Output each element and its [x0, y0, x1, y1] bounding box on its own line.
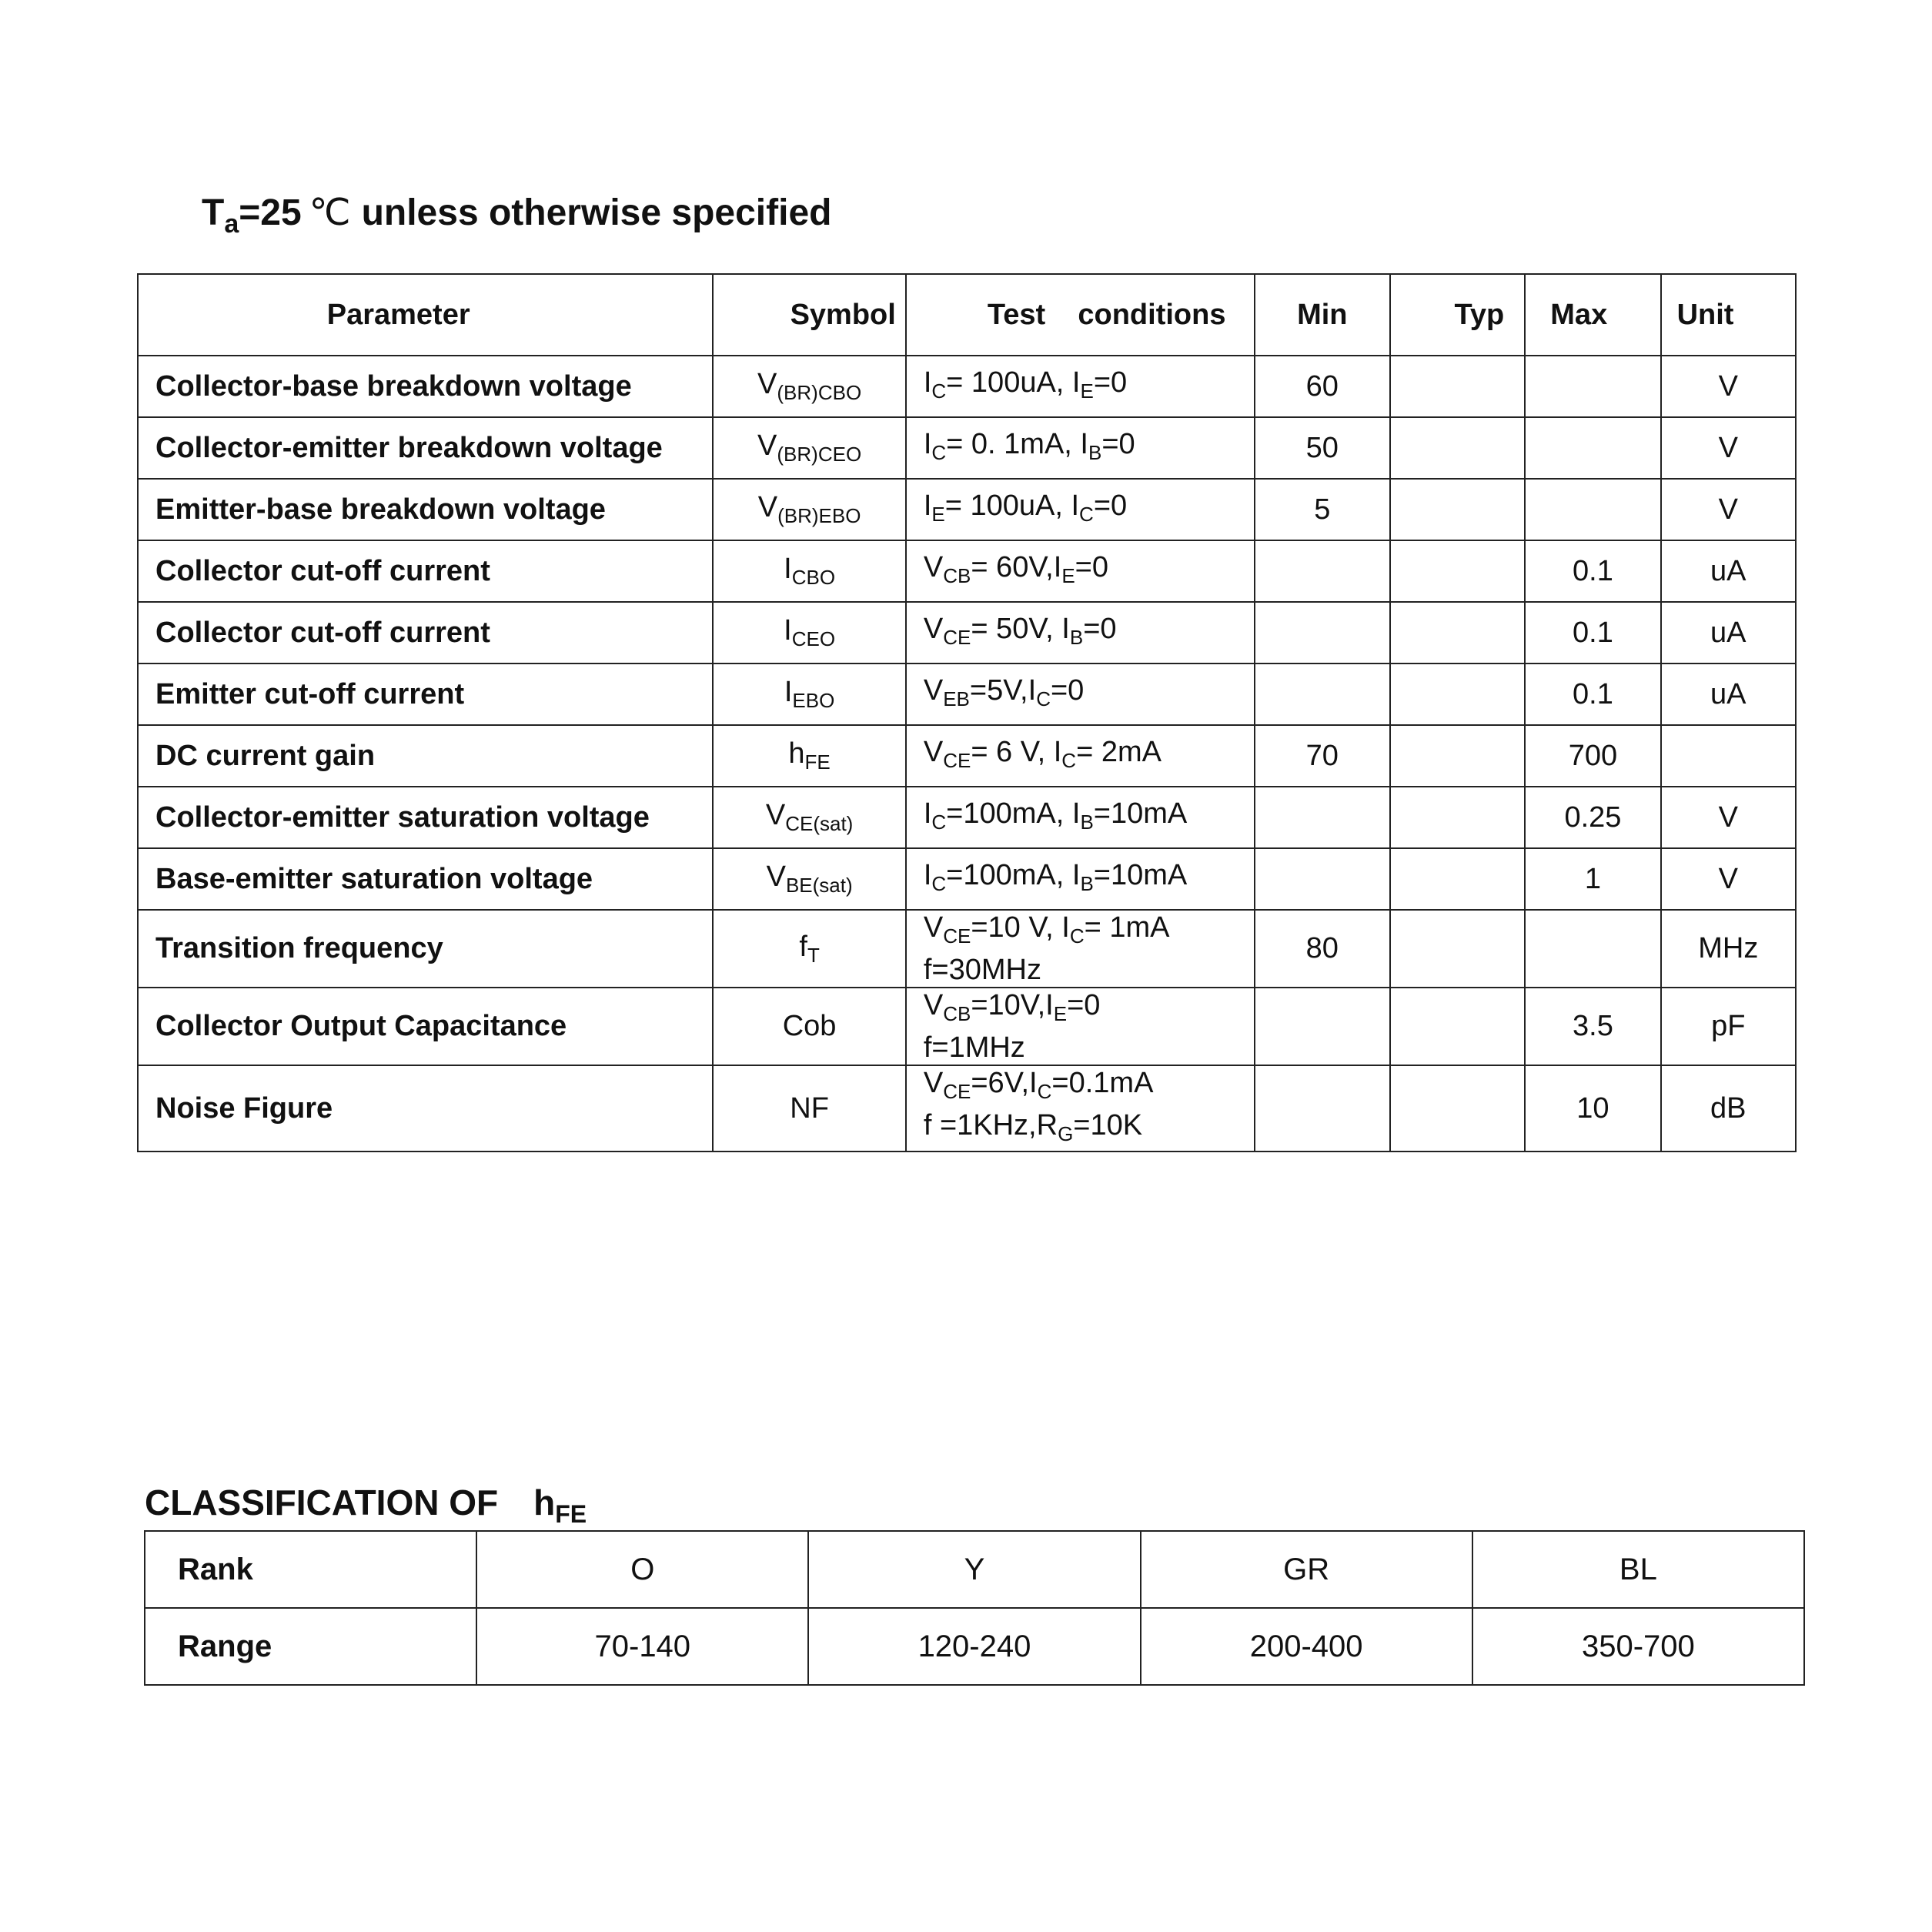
typ-cell: [1390, 663, 1525, 725]
symbol-subscript: CBO: [791, 566, 836, 589]
condition-line: $I_C=100mA$, $I_B=10mA$: [923, 858, 1188, 895]
typ-cell: [1390, 602, 1525, 663]
condition-line: $V_{CE}=10$ V, $I_C= 1mA$: [923, 911, 1170, 948]
max-cell: 0.1: [1525, 602, 1660, 663]
test-conditions-cell: [906, 540, 1255, 602]
symbol-subscript: (BR)CBO: [777, 381, 862, 404]
max-cell: [1525, 356, 1660, 417]
typ-cell: [1390, 910, 1525, 988]
test-conditions-cell: [906, 479, 1255, 540]
range-gr: 200-400: [1141, 1608, 1472, 1685]
symbol-subscript: T: [807, 943, 820, 967]
table-row: [138, 910, 1796, 988]
max-cell: 3.5: [1525, 988, 1660, 1065]
unit-cell: uA: [1661, 540, 1796, 602]
symbol-subscript: FE: [804, 750, 831, 774]
max-cell: 0.1: [1525, 663, 1660, 725]
unit-cell: [1661, 725, 1796, 787]
range-bl: 350-700: [1472, 1608, 1804, 1685]
unit-cell: pF: [1661, 988, 1796, 1065]
header-parameter: Parameter: [138, 274, 713, 356]
header-max: Max: [1525, 274, 1660, 356]
test-conditions-cell: [906, 663, 1255, 725]
condition-line: $I_C= 0$. 1mA, $I_B=0$: [923, 427, 1135, 464]
classification-title: [145, 1482, 587, 1529]
typ-cell: [1390, 848, 1525, 910]
unit-cell: uA: [1661, 663, 1796, 725]
degree-celsius-symbol: ℃: [309, 192, 351, 233]
test-conditions-cell: [906, 725, 1255, 787]
table-row: [138, 602, 1796, 663]
symbol-subscript: EBO: [792, 689, 835, 712]
range-o: 70-140: [476, 1608, 808, 1685]
condition-line: $V_{CB}= 60V,I_E=0$: [923, 550, 1108, 587]
parameter-cell: Collector Output Capacitance: [138, 988, 713, 1065]
min-cell: [1255, 988, 1390, 1065]
condition-line: $V_{CB}=10V,I_E=0$: [923, 989, 1101, 1025]
symbol-cell: [713, 479, 905, 540]
hfe-classification-table: [144, 1530, 1805, 1686]
header-test-conditions: Test conditions: [906, 274, 1255, 356]
unit-cell: V: [1661, 848, 1796, 910]
max-cell: 0.25: [1525, 787, 1660, 848]
test-conditions-cell: [906, 417, 1255, 479]
rank-o: O: [476, 1531, 808, 1608]
symbol-subscript: CE(sat): [785, 812, 854, 835]
parameter-cell: Collector-emitter saturation voltage: [138, 787, 713, 848]
condition-line: f=30MHz: [923, 954, 1041, 986]
header-symbol: Symbol: [713, 274, 905, 356]
table-row: [138, 787, 1796, 848]
symbol-text: h: [788, 737, 805, 770]
symbol-text: V: [757, 491, 778, 523]
min-cell: [1255, 848, 1390, 910]
header-min: Min: [1255, 274, 1390, 356]
classification-h-subscript: FE: [555, 1500, 587, 1528]
symbol-cell: [713, 725, 905, 787]
min-cell: 5: [1255, 479, 1390, 540]
symbol-text: V: [765, 799, 786, 831]
table-row: [138, 988, 1796, 1065]
max-cell: [1525, 910, 1660, 988]
parameter-cell: Collector cut-off current: [138, 540, 713, 602]
condition-line: $f =1KHz,R_G=10K$: [923, 1109, 1143, 1145]
symbol-cell: [713, 787, 905, 848]
electrical-characteristics-table: [137, 273, 1797, 1152]
rank-bl: BL: [1472, 1531, 1804, 1608]
typ-cell: [1390, 417, 1525, 479]
table-row: [138, 479, 1796, 540]
max-cell: 0.1: [1525, 540, 1660, 602]
symbol-cell: [713, 356, 905, 417]
condition-line: $V_{CE}= 50V$, $I_B=0$: [923, 612, 1117, 649]
typ-cell: [1390, 540, 1525, 602]
min-cell: 50: [1255, 417, 1390, 479]
table-row: [138, 663, 1796, 725]
unit-cell: uA: [1661, 602, 1796, 663]
min-cell: [1255, 787, 1390, 848]
unit-cell: V: [1661, 479, 1796, 540]
symbol-cell: [713, 988, 905, 1065]
typ-cell: [1390, 479, 1525, 540]
test-conditions-cell: [906, 602, 1255, 663]
max-cell: 1: [1525, 848, 1660, 910]
symbol-subscript: (BR)CEO: [777, 443, 862, 466]
parameter-cell: Transition frequency: [138, 910, 713, 988]
test-conditions-cell: [906, 787, 1255, 848]
conditions-heading: [202, 191, 831, 239]
max-cell: 10: [1525, 1065, 1660, 1152]
range-label: Range: [145, 1608, 476, 1685]
test-conditions-cell: [906, 848, 1255, 910]
min-cell: [1255, 1065, 1390, 1152]
min-cell: 80: [1255, 910, 1390, 988]
max-cell: 700: [1525, 725, 1660, 787]
unit-cell: dB: [1661, 1065, 1796, 1152]
table-row: [138, 848, 1796, 910]
test-conditions-cell: [906, 988, 1255, 1065]
min-cell: 60: [1255, 356, 1390, 417]
parameter-cell: Collector-base breakdown voltage: [138, 356, 713, 417]
parameter-cell: Noise Figure: [138, 1065, 713, 1152]
typ-cell: [1390, 988, 1525, 1065]
parameter-cell: Collector-emitter breakdown voltage: [138, 417, 713, 479]
test-conditions-cell: [906, 910, 1255, 988]
parameter-cell: Base-emitter saturation voltage: [138, 848, 713, 910]
typ-cell: [1390, 725, 1525, 787]
test-conditions-cell: [906, 356, 1255, 417]
unit-cell: V: [1661, 787, 1796, 848]
symbol-cell: [713, 663, 905, 725]
condition-line: $I_C=100mA$, $I_B=10mA$: [923, 797, 1188, 834]
symbol-text: f: [799, 930, 807, 963]
condition-line: $V_{EB}=5V,I_C=0$: [923, 674, 1085, 710]
table-body: [138, 356, 1796, 1152]
parameter-cell: Emitter-base breakdown voltage: [138, 479, 713, 540]
classification-h: h: [533, 1482, 556, 1523]
range-y: 120-240: [808, 1608, 1140, 1685]
condition-line: $V_{CE}=6V,I_C=0.1mA$: [923, 1067, 1154, 1103]
classification-title-text: CLASSIFICATION OF: [145, 1482, 499, 1523]
rank-row: [145, 1531, 1804, 1608]
min-cell: 70: [1255, 725, 1390, 787]
table-header-row: [138, 274, 1796, 356]
symbol-text: V: [757, 430, 777, 462]
rank-label: Rank: [145, 1531, 476, 1608]
parameter-cell: DC current gain: [138, 725, 713, 787]
header-unit: Unit: [1661, 274, 1796, 356]
symbol-cell: [713, 540, 905, 602]
symbol-text: I: [784, 553, 792, 585]
symbol-text: V: [766, 861, 786, 893]
unit-cell: MHz: [1661, 910, 1796, 988]
heading-temperature: =25: [239, 192, 302, 233]
heading-t: T: [202, 192, 225, 233]
heading-text: unless otherwise specified: [361, 192, 832, 233]
symbol-subscript: BE(sat): [785, 874, 853, 897]
symbol-cell: [713, 1065, 905, 1152]
condition-line: $I_E= 100uA$, $I_C=0$: [923, 489, 1128, 526]
symbol-cell: [713, 848, 905, 910]
heading-t-subscript: a: [224, 209, 239, 239]
min-cell: [1255, 663, 1390, 725]
symbol-text: Cob: [782, 1010, 837, 1042]
table-row: [138, 356, 1796, 417]
max-cell: [1525, 417, 1660, 479]
min-cell: [1255, 602, 1390, 663]
symbol-text: NF: [790, 1091, 829, 1125]
parameter-cell: Collector cut-off current: [138, 602, 713, 663]
table-row: [138, 725, 1796, 787]
typ-cell: [1390, 1065, 1525, 1152]
unit-cell: V: [1661, 356, 1796, 417]
symbol-text: I: [784, 676, 793, 708]
condition-line: $V_{CE}= 6$ V, $I_C= 2mA$: [923, 735, 1162, 772]
table-row: [138, 540, 1796, 602]
symbol-cell: [713, 417, 905, 479]
header-typ: Typ: [1390, 274, 1525, 356]
condition-line: f=1MHz: [923, 1031, 1025, 1064]
symbol-subscript: (BR)EBO: [777, 504, 861, 527]
min-cell: [1255, 540, 1390, 602]
rank-gr: GR: [1141, 1531, 1472, 1608]
typ-cell: [1390, 787, 1525, 848]
unit-cell: V: [1661, 417, 1796, 479]
symbol-text: I: [784, 614, 792, 647]
typ-cell: [1390, 356, 1525, 417]
symbol-cell: [713, 602, 905, 663]
symbol-text: V: [757, 368, 777, 400]
table-row: [138, 417, 1796, 479]
symbol-cell: [713, 910, 905, 988]
condition-line: $I_C= 100uA$, $I_E=0$: [923, 366, 1128, 403]
parameter-cell: Emitter cut-off current: [138, 663, 713, 725]
table-row: [138, 1065, 1796, 1152]
rank-y: Y: [808, 1531, 1140, 1608]
test-conditions-cell: [906, 1065, 1255, 1152]
symbol-subscript: CEO: [791, 627, 836, 650]
max-cell: [1525, 479, 1660, 540]
range-row: [145, 1608, 1804, 1685]
